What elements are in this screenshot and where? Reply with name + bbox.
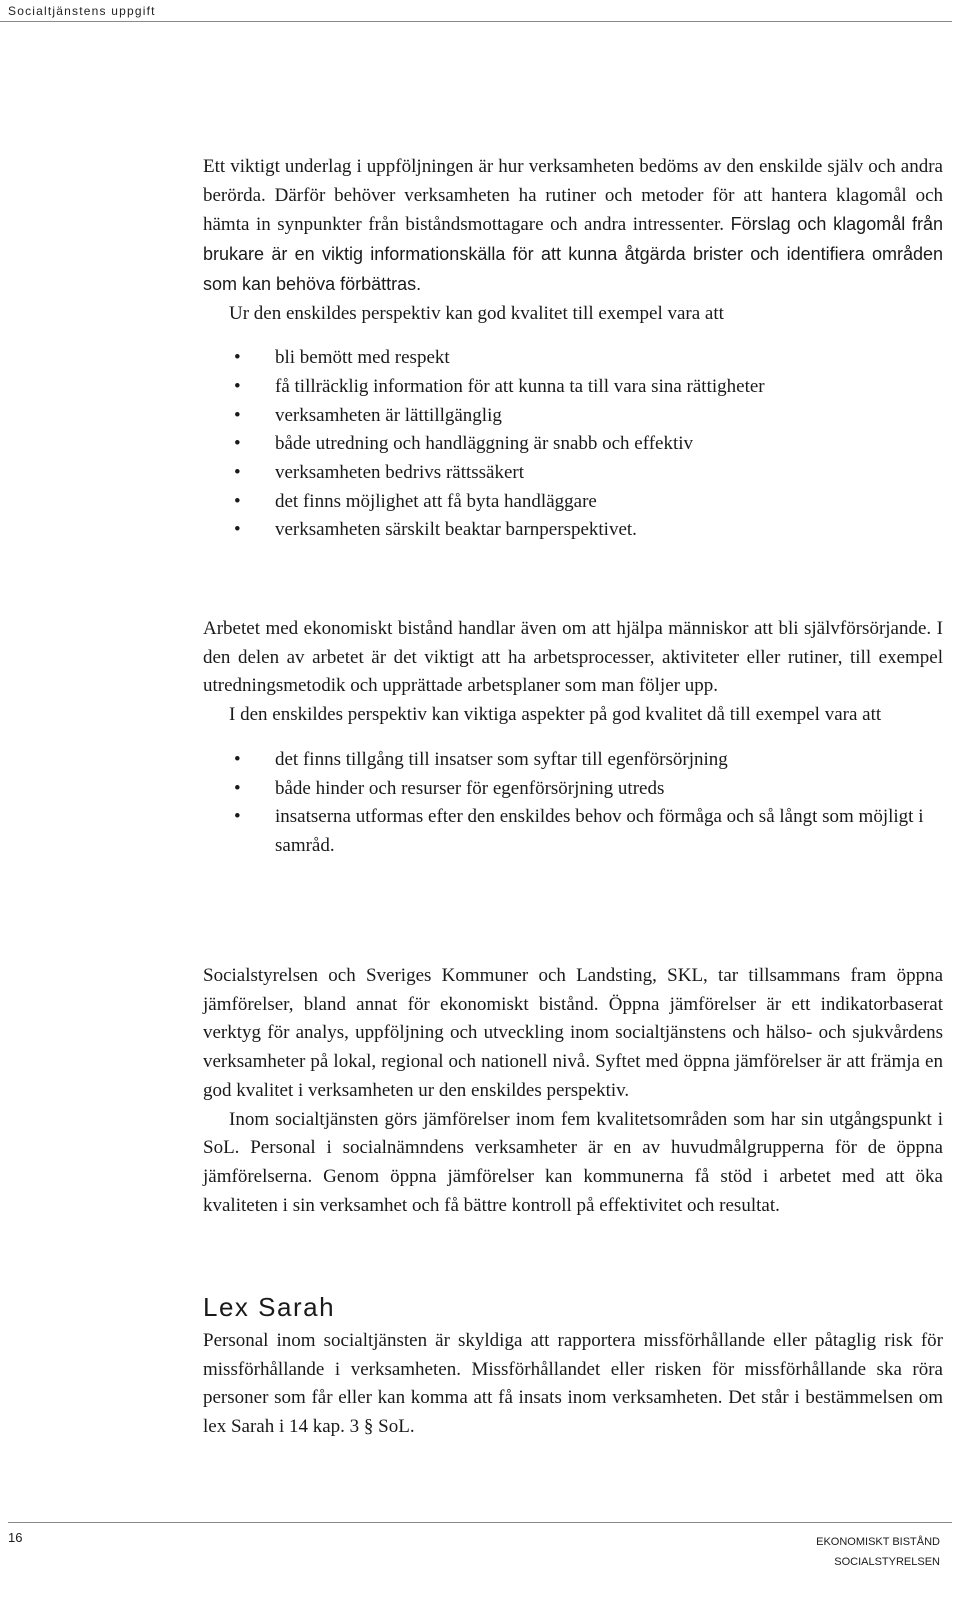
- section-open-comparisons: [203, 962, 943, 1220]
- bullet-icon: •: [234, 519, 241, 541]
- paragraph-feedback-intro: [203, 153, 943, 300]
- section-heading-lex-sarah: Lex Sarah: [203, 1292, 336, 1322]
- list-item: • insatserna utformas efter den enskildes behov och förmåga och så långt som möjligt i samråd.: [203, 803, 943, 860]
- aspects-bullet-list: [203, 746, 943, 861]
- paragraph-lex-sarah: Personal inom socialtjänsten är skyldiga att rapportera missförhållande eller påtaglig risk för missförhållande i verksamheten. Missförhållandet eller risken för missförhållande ska röra personer som får eller kan komma att få insats inom verksamheten. Det står i bestämmelsen om lex Sarah i 14 kap. 3 § SoL.: [203, 1330, 943, 1438]
- footer-title: EKONOMISKT BISTÅND: [816, 1536, 940, 1548]
- header-divider: [0, 21, 952, 22]
- footer-publication: [816, 1532, 940, 1572]
- list-item: • bli bemött med respekt: [203, 344, 943, 373]
- list-item: • verksamheten är lättillgänglig: [203, 402, 943, 431]
- paragraph-open-comparisons: Socialstyrelsen och Sveriges Kommuner och Landsting, SKL, tar tillsammans fram öppna jämförelser, bland annat för ekonomiskt bistånd. Öppna jämförelser är ett indikatorbaserat verktyg för analys, uppföljning och utveckling inom socialtjänstens och hälso- och sjukvårdens verksamheter på lokal, regional och nationell nivå. Syftet med öppna jämförelser är att främja en god kvalitet i verksamheten ur den enskildes perspektiv.: [203, 965, 943, 1101]
- paragraph-self-sufficiency: Arbetet med ekonomiskt bistånd handlar även om att hjälpa människor att bli självförsörjande. I den delen av arbetet är det viktigt att ha arbetsprocesser, aktiviteter eller rutiner, till exempel utredningsmetodik och upprättade arbetsplaner som man följer upp.: [203, 618, 943, 697]
- paragraph-quality-areas: Inom socialtjänsten görs jämförelser inom fem kvalitetsområden som har sin utgångspunkt i SoL. Personal i socialnämndens verksamheter är en av huvudmålgrupperna för de öppna jämförelserna. Genom öppna jämförelser kan kommunerna få stöd i arbetet med att öka kvaliteten i sin verksamhet och få bättre kontroll på effektivitet och resultat.: [203, 1108, 943, 1216]
- footer-divider: [8, 1522, 952, 1523]
- bullet-icon: •: [234, 806, 241, 828]
- list-item: • det finns tillgång till insatser som syftar till egenförsörjning: [203, 746, 943, 775]
- paragraph-aspects-intro: I den enskildes perspektiv kan viktiga aspekter på god kvalitet då till exempel vara att: [229, 704, 882, 726]
- section-self-sufficiency: [203, 615, 943, 861]
- bullet-icon: •: [234, 404, 241, 426]
- bullet-icon: •: [234, 462, 241, 484]
- section-lex-sarah: [203, 1327, 943, 1442]
- bullet-icon: •: [234, 777, 241, 799]
- bullet-icon: •: [234, 347, 241, 369]
- list-item: • det finns möjlighet att få byta handläggare: [203, 488, 943, 517]
- bullet-icon: •: [234, 748, 241, 770]
- paragraph-quality-intro: Ur den enskildes perspektiv kan god kvalitet till exempel vara att: [229, 302, 724, 324]
- page-number: 16: [8, 1530, 23, 1545]
- paragraph-feedback-serif: Ett viktigt underlag i uppföljningen är hur verksamheten bedöms av den enskilde själv och andra berörda. Därför behöver verksamheten ha rutiner och metoder för att hantera klagomål och hämta in synpunkter från biståndsmottagare och andra intressenter.: [203, 156, 943, 236]
- bullet-icon: •: [234, 433, 241, 455]
- list-item: • både utredning och handläggning är snabb och effektiv: [203, 430, 943, 459]
- list-item: • både hinder och resurser för egenförsörjning utreds: [203, 775, 943, 804]
- quality-bullet-list: [203, 344, 943, 545]
- paragraph-feedback-sans: Förslag och klagomål från brukare är en viktig informationskälla för att kunna åtgärda brister och identifiera områden som kan behöva förbättras.: [203, 214, 943, 294]
- bullet-icon: •: [234, 490, 241, 512]
- footer-publisher: SOCIALSTYRELSEN: [834, 1556, 940, 1568]
- list-item: • få tillräcklig information för att kunna ta till vara sina rättigheter: [203, 373, 943, 402]
- list-item: • verksamheten särskilt beaktar barnperspektivet.: [203, 516, 943, 545]
- section-feedback: [203, 153, 943, 545]
- running-header: Socialtjänstens uppgift: [8, 4, 156, 18]
- bullet-icon: •: [234, 375, 241, 397]
- list-item: • verksamheten bedrivs rättssäkert: [203, 459, 943, 488]
